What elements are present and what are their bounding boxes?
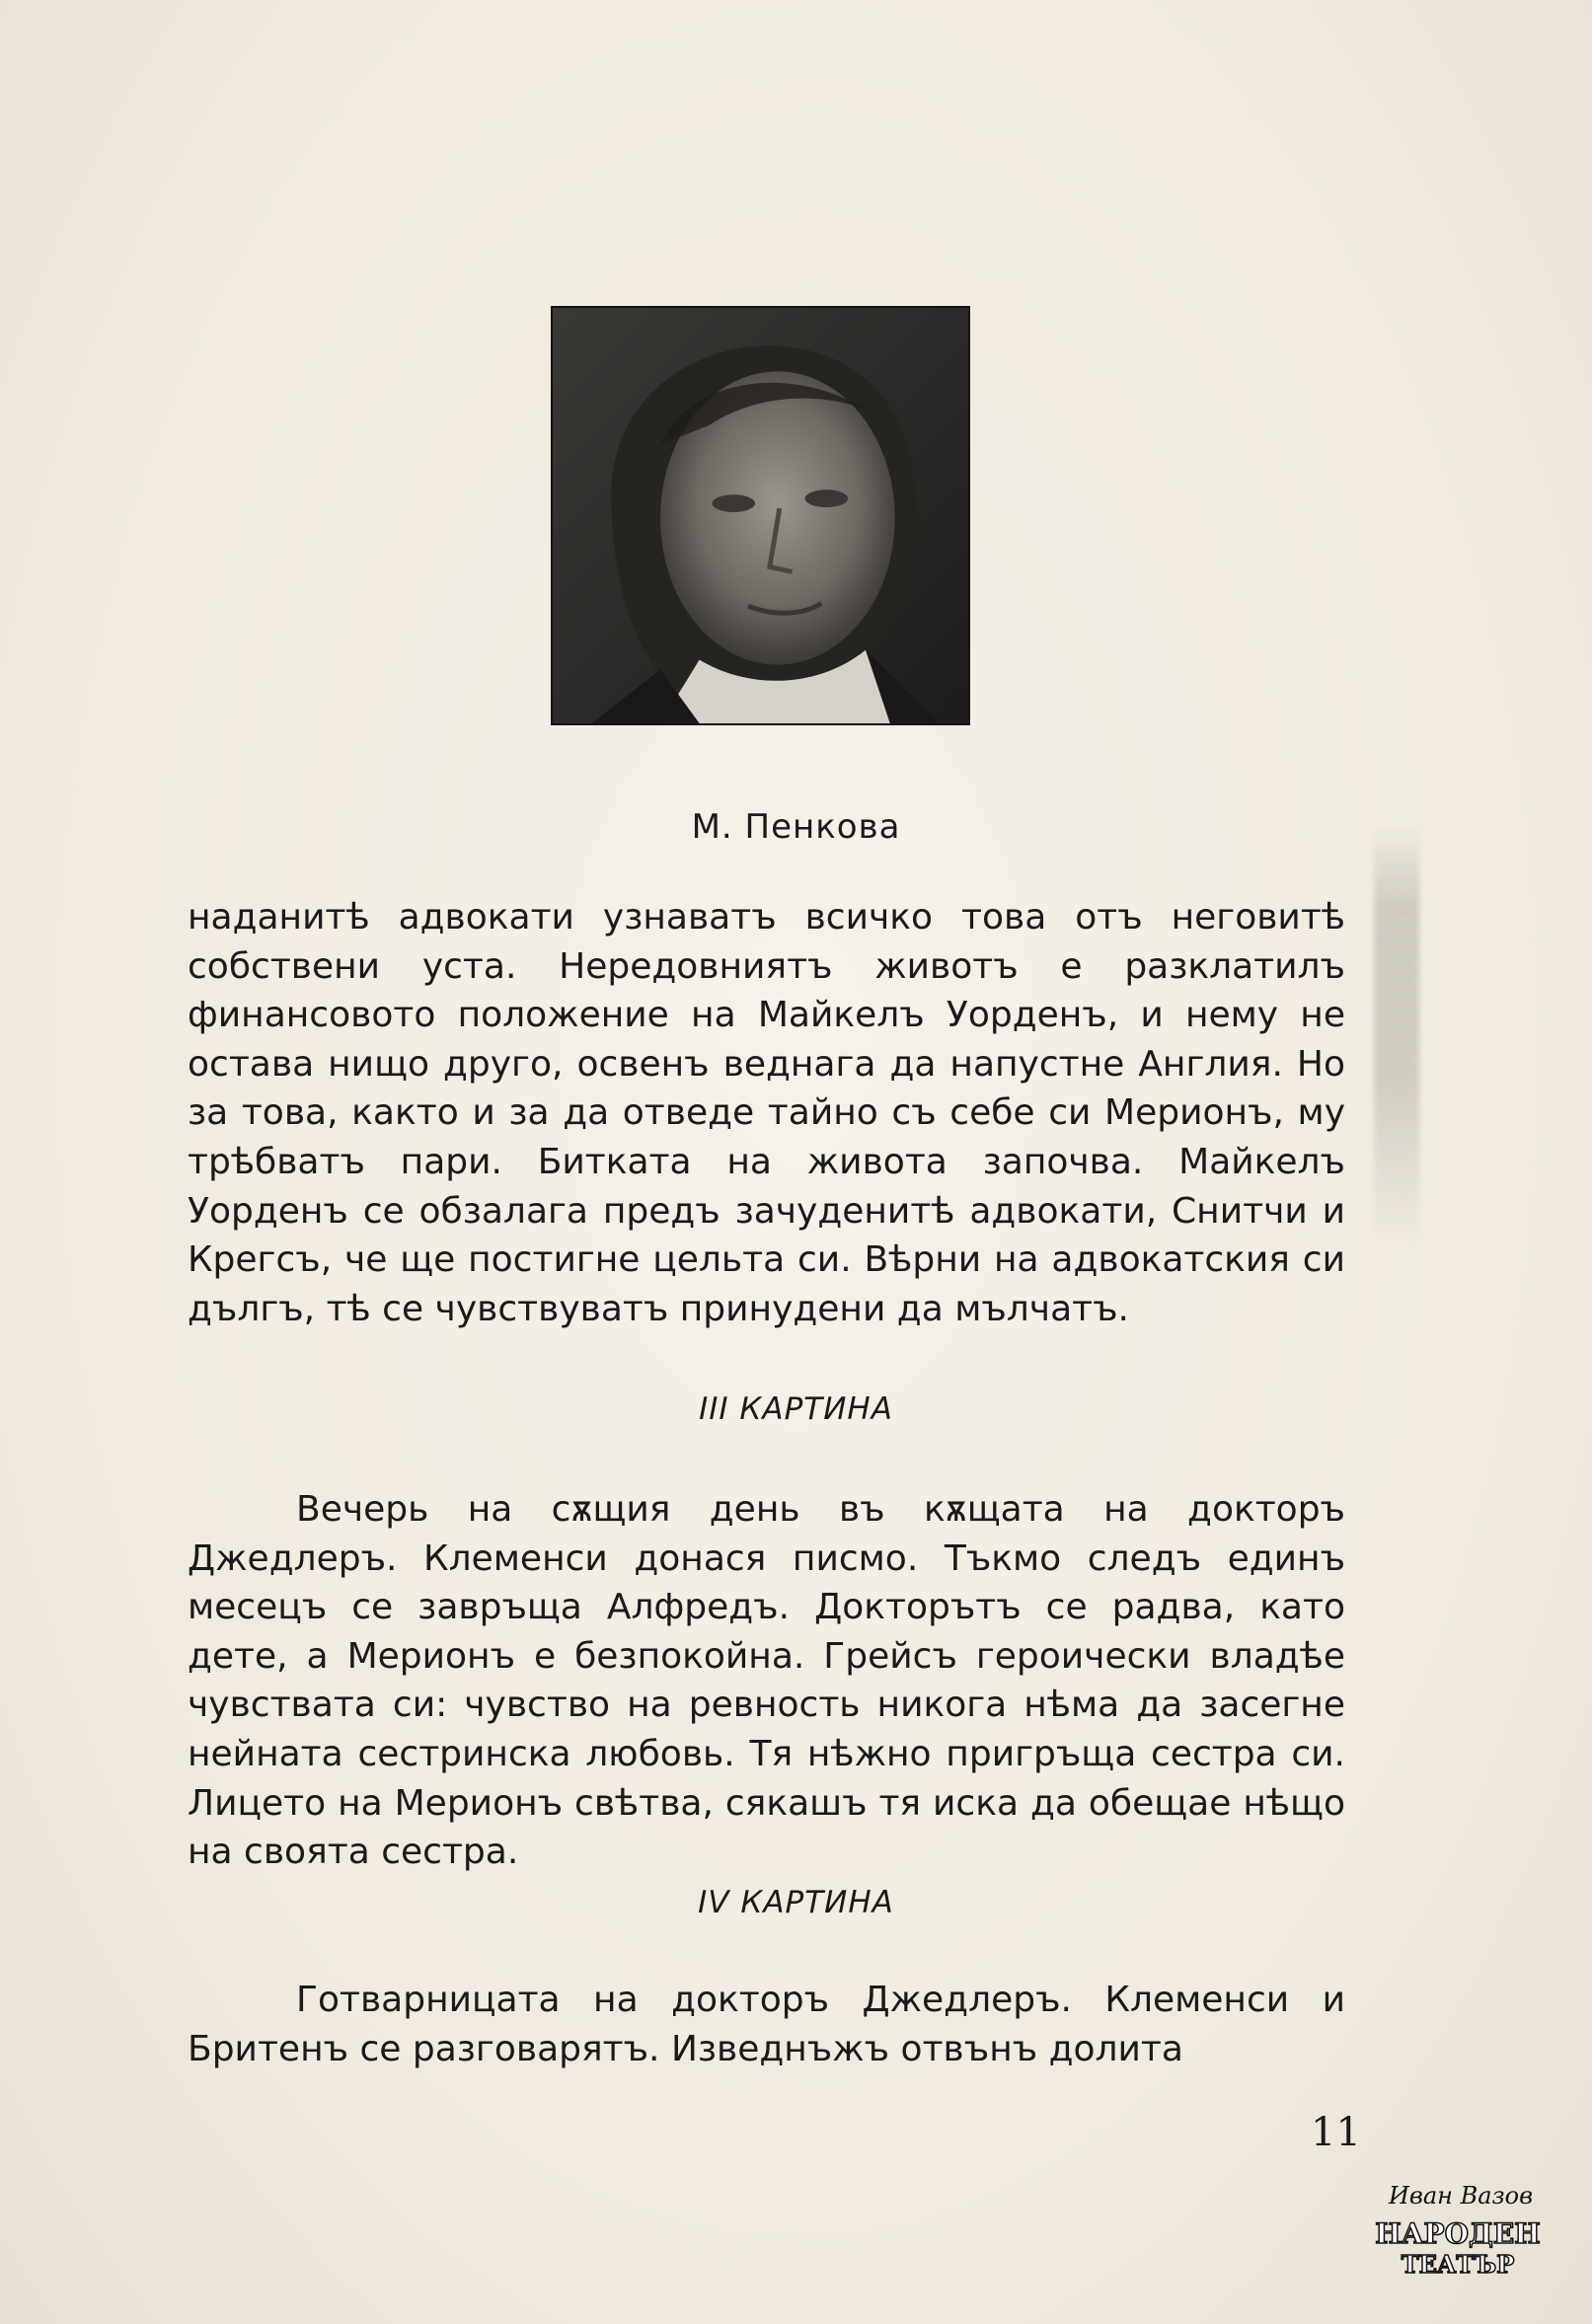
heading-scene-4: IV КАРТИНА xyxy=(698,1885,894,1920)
paragraph-2: Вечерь на сѫщия день въ кѫщата на докторъ Джедлеръ. Клеменси донася писмо. Тъкмо следъ единъ месецъ се завръща Алфредъ. Докторътъ се радва, като дете, а Мерионъ е безпокойна. Грейсъ героически владѣе чувствата си: чувство на ревность никога нѣма да засегне нейната сестринска любовь. Тя нѣжно пригръща сестра си. Лицето на Мерионъ свѣтва, сякашъ тя иска да обещае нѣщо на своята сестра. xyxy=(188,1489,1345,1873)
paragraph-1: наданитѣ адвокати узнаватъ всичко това отъ неговитѣ собствени уста. Нередовниятъ животъ е разклатилъ финансовото положение на Майкелъ Уорденъ, и нему не остава нищо друго, освенъ веднага да напустне Англия. Но за това, както и за да отведе тайно съ себе си Мерионъ, му трѣбватъ пари. Битката на живота започва. Майкелъ Уорденъ се обзалага предъ зачуденитѣ адвокати, Снитчи и Крегсъ, че ще постигне цельта си. Вѣрни на адвокатския си дългъ, тѣ се чувствуватъ принудени да мълчатъ. xyxy=(188,897,1345,1329)
portrait-caption: М. Пенкова xyxy=(691,807,901,847)
theatre-logo xyxy=(1374,2166,1542,2285)
heading-scene-3: III КАРТИНА xyxy=(699,1391,893,1427)
logo-line-1: НАРОДЕН xyxy=(1375,2217,1541,2250)
page-number: 11 xyxy=(1311,2110,1361,2155)
logo-signature: Иван Вазов xyxy=(1388,2182,1534,2210)
paper-stain xyxy=(1374,824,1419,1248)
paragraph-3: Готварницата на докторъ Джедлеръ. Клеменси и Бритенъ се разговарятъ. Изведнъжъ отвънъ долита xyxy=(188,1980,1345,2069)
theatre-logo-mark xyxy=(1374,2166,1542,2285)
logo-line-2: ТЕАТЪР xyxy=(1401,2250,1515,2279)
portrait-photo xyxy=(551,306,970,725)
portrait-image xyxy=(553,308,968,723)
